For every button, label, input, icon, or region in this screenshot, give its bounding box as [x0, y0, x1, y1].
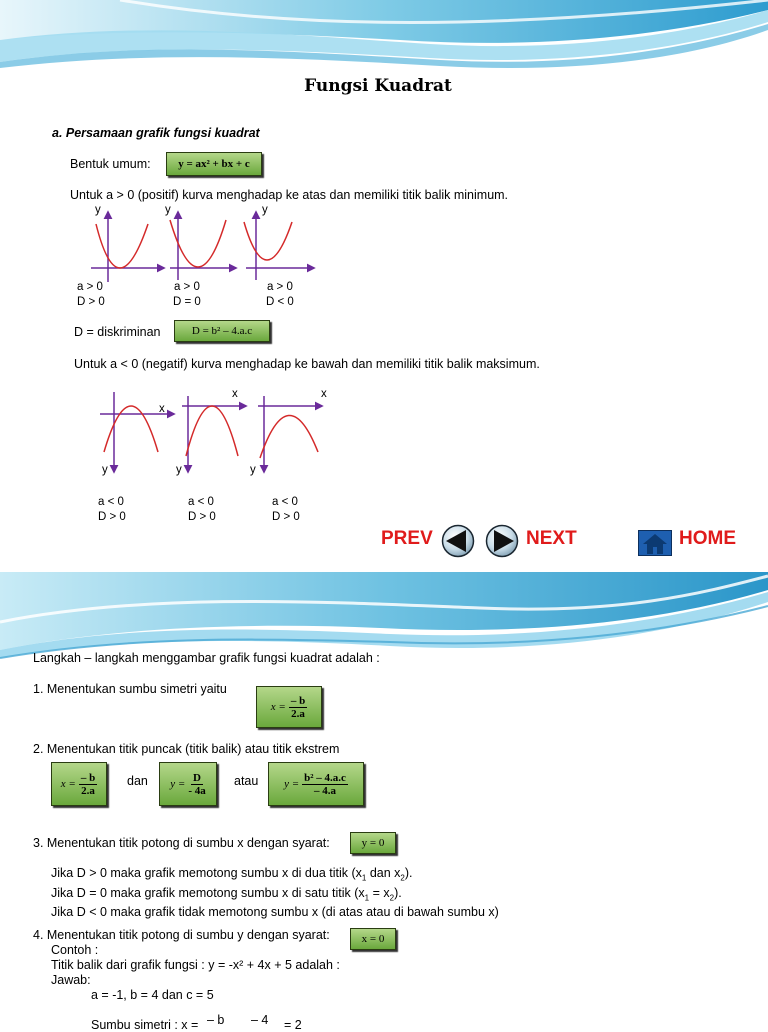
coefficients: a = -1, b = 4 dan c = 5 — [91, 988, 214, 1002]
prev-arrow-icon[interactable] — [440, 524, 476, 558]
y-intercept-condition: x = 0 — [350, 928, 396, 950]
fraction — [188, 772, 205, 797]
numerator: – b — [290, 694, 306, 707]
caption-d: D = 0 — [173, 296, 201, 308]
fraction — [302, 772, 348, 797]
caption-a: a < 0 — [188, 496, 214, 508]
graph-neg-3 — [258, 396, 322, 472]
pos-graph-1-caption — [77, 280, 105, 310]
case-two-roots — [51, 866, 499, 886]
vertex-x-formula — [51, 762, 107, 806]
x-axis-label: x — [321, 388, 327, 400]
slide-2 — [0, 572, 768, 1032]
answer-label: Jawab: — [51, 973, 91, 987]
prev-button[interactable]: PREV — [381, 528, 433, 549]
discriminant-label: D = diskriminan — [74, 325, 161, 339]
formula-lhs: x = — [270, 701, 286, 713]
subscript: 2 — [400, 873, 405, 883]
graph-pos-2 — [170, 212, 236, 280]
y-axis-label: y — [262, 204, 268, 216]
ss-result: = 2 — [284, 1018, 302, 1032]
discriminant-cases — [51, 866, 499, 920]
caption-d: D < 0 — [266, 296, 294, 308]
numerator: D — [193, 771, 201, 784]
ss-numerator-2: – 4 — [251, 1013, 269, 1027]
example-block — [51, 943, 340, 1003]
pos-graph-3-caption — [266, 280, 294, 310]
step-1: 1. Menentukan sumbu simetri yaitu — [33, 682, 227, 696]
steps-intro: Langkah – langkah menggambar grafik fungsi kuadrat adalah : — [33, 651, 380, 665]
negative-parabola-graphs — [96, 386, 336, 478]
caption-a: a > 0 — [266, 281, 293, 293]
subscript: 1 — [361, 873, 367, 883]
positive-description: Untuk a > 0 (positif) kurva menghadap ke atas dan memiliki titik balik minimum. — [70, 188, 509, 202]
next-button[interactable]: NEXT — [526, 528, 577, 549]
denominator: – 4.a — [314, 784, 337, 797]
general-form-formula: y = ax² + bx + c — [166, 152, 262, 176]
graph-pos-3 — [244, 212, 314, 280]
fraction — [79, 772, 97, 797]
formula-lhs: x = — [60, 778, 76, 790]
caption-a: a > 0 — [173, 281, 200, 293]
subscript: 2 — [389, 893, 395, 902]
text: Sumbu simetri : x = — [91, 1018, 199, 1032]
y-axis-label: y — [176, 464, 182, 476]
neg-graph-2-caption — [188, 495, 216, 525]
atau-label: atau — [234, 774, 259, 788]
wave-header-decoration — [0, 572, 768, 662]
numerator: – b — [80, 771, 96, 784]
ss-numerator-1: – b — [207, 1013, 225, 1027]
subscript: 1 — [364, 893, 370, 902]
text: Jika D = 0 maka grafik memotong sumbu x di satu titik (x — [51, 885, 365, 900]
symmetry-axis-answer — [91, 1018, 198, 1032]
text: ). — [394, 885, 402, 900]
x-intercept-condition: y = 0 — [350, 832, 396, 854]
discriminant-formula: D = b² – 4.a.c — [174, 320, 270, 342]
x-axis-label: x — [232, 388, 238, 400]
dan-label: dan — [127, 774, 148, 788]
caption-a: a < 0 — [272, 496, 298, 508]
caption-a: a > 0 — [77, 281, 103, 293]
example-question: Titik balik dari grafik fungsi : y = -x² + 4x + 5 adalah : — [51, 958, 340, 972]
general-form-label: Bentuk umum: — [70, 157, 151, 171]
text: = x — [369, 885, 390, 900]
caption-a: a < 0 — [98, 496, 124, 508]
formula-lhs: y = — [284, 778, 300, 790]
neg-graph-1-caption — [98, 495, 126, 525]
vertex-y-formula — [159, 762, 217, 806]
case-one-root — [51, 886, 499, 906]
page-title: Fungsi Kuadrat — [304, 76, 452, 96]
section-heading: a. Persamaan grafik fungsi kuadrat — [52, 126, 260, 140]
y-axis-label: y — [165, 204, 171, 216]
home-button[interactable]: HOME — [679, 528, 736, 549]
step-2: 2. Menentukan titik puncak (titik balik) atau titik ekstrem — [33, 742, 340, 756]
formula-lhs: y = — [170, 778, 186, 790]
pos-graph-2-caption — [173, 280, 201, 310]
graph-pos-1 — [91, 212, 164, 282]
caption-d: D > 0 — [98, 511, 126, 523]
text: Jika D > 0 maka grafik memotong sumbu x di dua titik (x — [51, 866, 362, 880]
positive-parabola-graphs — [86, 202, 326, 284]
x-axis-label: x — [159, 403, 165, 415]
negative-description: Untuk a < 0 (negatif) kurva menghadap ke bawah dan memiliki titik balik maksimum. — [74, 357, 540, 371]
caption-d: D > 0 — [272, 511, 300, 523]
y-axis-label: y — [95, 204, 101, 216]
denominator: 2.a — [291, 707, 305, 720]
symmetry-axis-formula — [256, 686, 322, 728]
y-axis-label: y — [250, 464, 256, 476]
denominator: - 4a — [188, 784, 206, 797]
fraction — [289, 695, 307, 720]
denominator: 2.a — [81, 784, 95, 797]
text: ). — [404, 866, 413, 880]
home-icon[interactable] — [638, 530, 672, 556]
step-3: 3. Menentukan titik potong di sumbu x dengan syarat: — [33, 836, 330, 850]
next-arrow-icon[interactable] — [484, 524, 520, 558]
wave-header-decoration — [0, 0, 768, 70]
vertex-y-expanded-formula — [268, 762, 364, 806]
case-no-root: Jika D < 0 maka grafik tidak memotong sumbu x (di atas atau di bawah sumbu x) — [51, 905, 499, 919]
neg-graph-3-caption — [272, 495, 300, 525]
text: dan x — [366, 866, 401, 880]
numerator: b² – 4.a.c — [304, 771, 346, 784]
caption-d: D > 0 — [188, 511, 216, 523]
y-axis-label: y — [102, 464, 108, 476]
step-4: 4. Menentukan titik potong di sumbu y dengan syarat: — [33, 928, 330, 942]
graph-neg-2 — [182, 396, 246, 472]
example-label: Contoh : — [51, 943, 99, 957]
caption-d: D > 0 — [77, 296, 105, 308]
